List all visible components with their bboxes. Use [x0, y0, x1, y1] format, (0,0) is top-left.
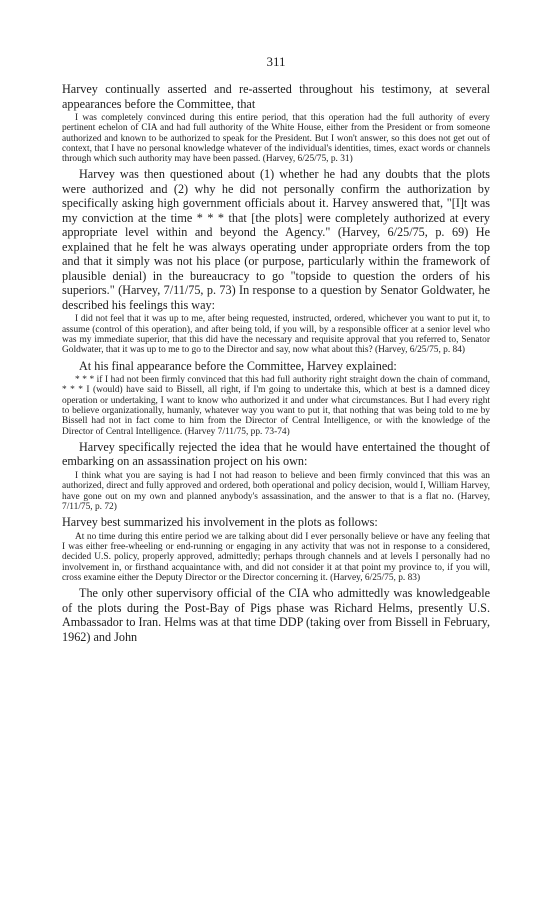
body-paragraph: Harvey continually asserted and re-asserted throughout his testimony, at several appearances before the Committee, that — [62, 82, 490, 111]
testimony-quote: I was completely convinced during this entire period, that this operation had the full authority of every pertinent echelon of CIA and had full authority of the White House, either from the President or from someone authorized and known to be authorized to speak for the President. But I won't answer, so this does not get out of context, that I have no personal knowledge whatever of the individual's identities, times, exact words or channels through which such authority may have been passed. (Harvey, 6/25/75, p. 31) — [62, 113, 490, 165]
testimony-quote: I think what you are saying is had I not had reason to believe and been firmly convinced that this was an authorized, direct and fully approved and ordered, both operational and policy decision, would I, William Harvey, have gone out on my own and planned anybody's assassination, and the answer to that is a flat no. (Harvey, 7/11/75, p. 72) — [62, 470, 490, 512]
body-paragraph: Harvey best summarized his involvement in the plots as follows: — [62, 515, 378, 530]
body-paragraph: The only other supervisory official of the CIA who admittedly was knowledgeable of the plots during the Post-Bay of Pigs phase was Richard Helms, presently U.S. Ambassador to Iran. Helms was at that time DDP (taking over from Bissell in February, 1962) and John — [62, 586, 490, 644]
testimony-quote: At no time during this entire period we are talking about did I ever personally believe or have any feeling that I was either free-wheeling or end-running or engaging in any activity that was not in response to a considered, decided U.S. policy, properly approved, admittedly; perhaps through channels and at levels I personally had no involvement in, or firsthand acquaintance with, and did not consider it at that point my province to, if you will, cross examine either the Deputy Director or the Director concerning it. (Harvey, 6/25/75, p. 83) — [62, 531, 490, 583]
body-paragraph: At his final appearance before the Committee, Harvey explained: — [79, 358, 397, 373]
testimony-quote: * * * if I had not been firmly convinced that this had full authority right straight down the chain of command, * * * I (would) have said to Bissell, all right, if I'm going to undertake this, which at best is a damned dicey operation or undertaking, I want to know who authorized it and under what circumstances. But I had every right to believe organizationally, humanly, whatever way you want to put it, that nothing that was being told to me by Bissell had not in fact come to him from the Director of Central Intelligence, or with the knowledge of the Director of Central Intelligence. (Harvey 7/11/75, pp. 73-74) — [62, 375, 490, 437]
body-paragraph: Harvey specifically rejected the idea that he would have entertained the thought of embarking on an assassination project on his own: — [62, 439, 490, 469]
page-body — [62, 82, 490, 644]
body-paragraph: Harvey was then questioned about (1) whether he had any doubts that the plots were authorized and (2) why he did not personally confirm the authorization by specifically asking high government officials about it. Harvey answered that, "[I]t was my conviction at the time * * * that [the plots] were completely authorized at every appropriate level within and beyond the Agency." (Harvey, 6/25/75, p. 69) He explained that he felt he was always operating under appropriate orders from the top and that it simply was not his place (or purpose, particularly within the framework of plausible denial) in the bureaucracy to go "topside to question the orders of his superiors." (Harvey, 7/11/75, p. 73) In response to a question by Senator Goldwater, he described his feelings this way: — [62, 167, 490, 312]
page-number: 311 — [266, 54, 286, 69]
testimony-quote: I did not feel that it was up to me, after being requested, instructed, ordered, whichever you want to put it, to assume (control of this operation), and after being told, if you will, by a responsible officer at a senior level who was my immediate superior, that this did have the necessary and requisite approval that you referred to, Senator Goldwater, that it was up to me to go to the Director and say, now what about this? (Harvey, 6/25/75, p. 84) — [62, 314, 490, 356]
